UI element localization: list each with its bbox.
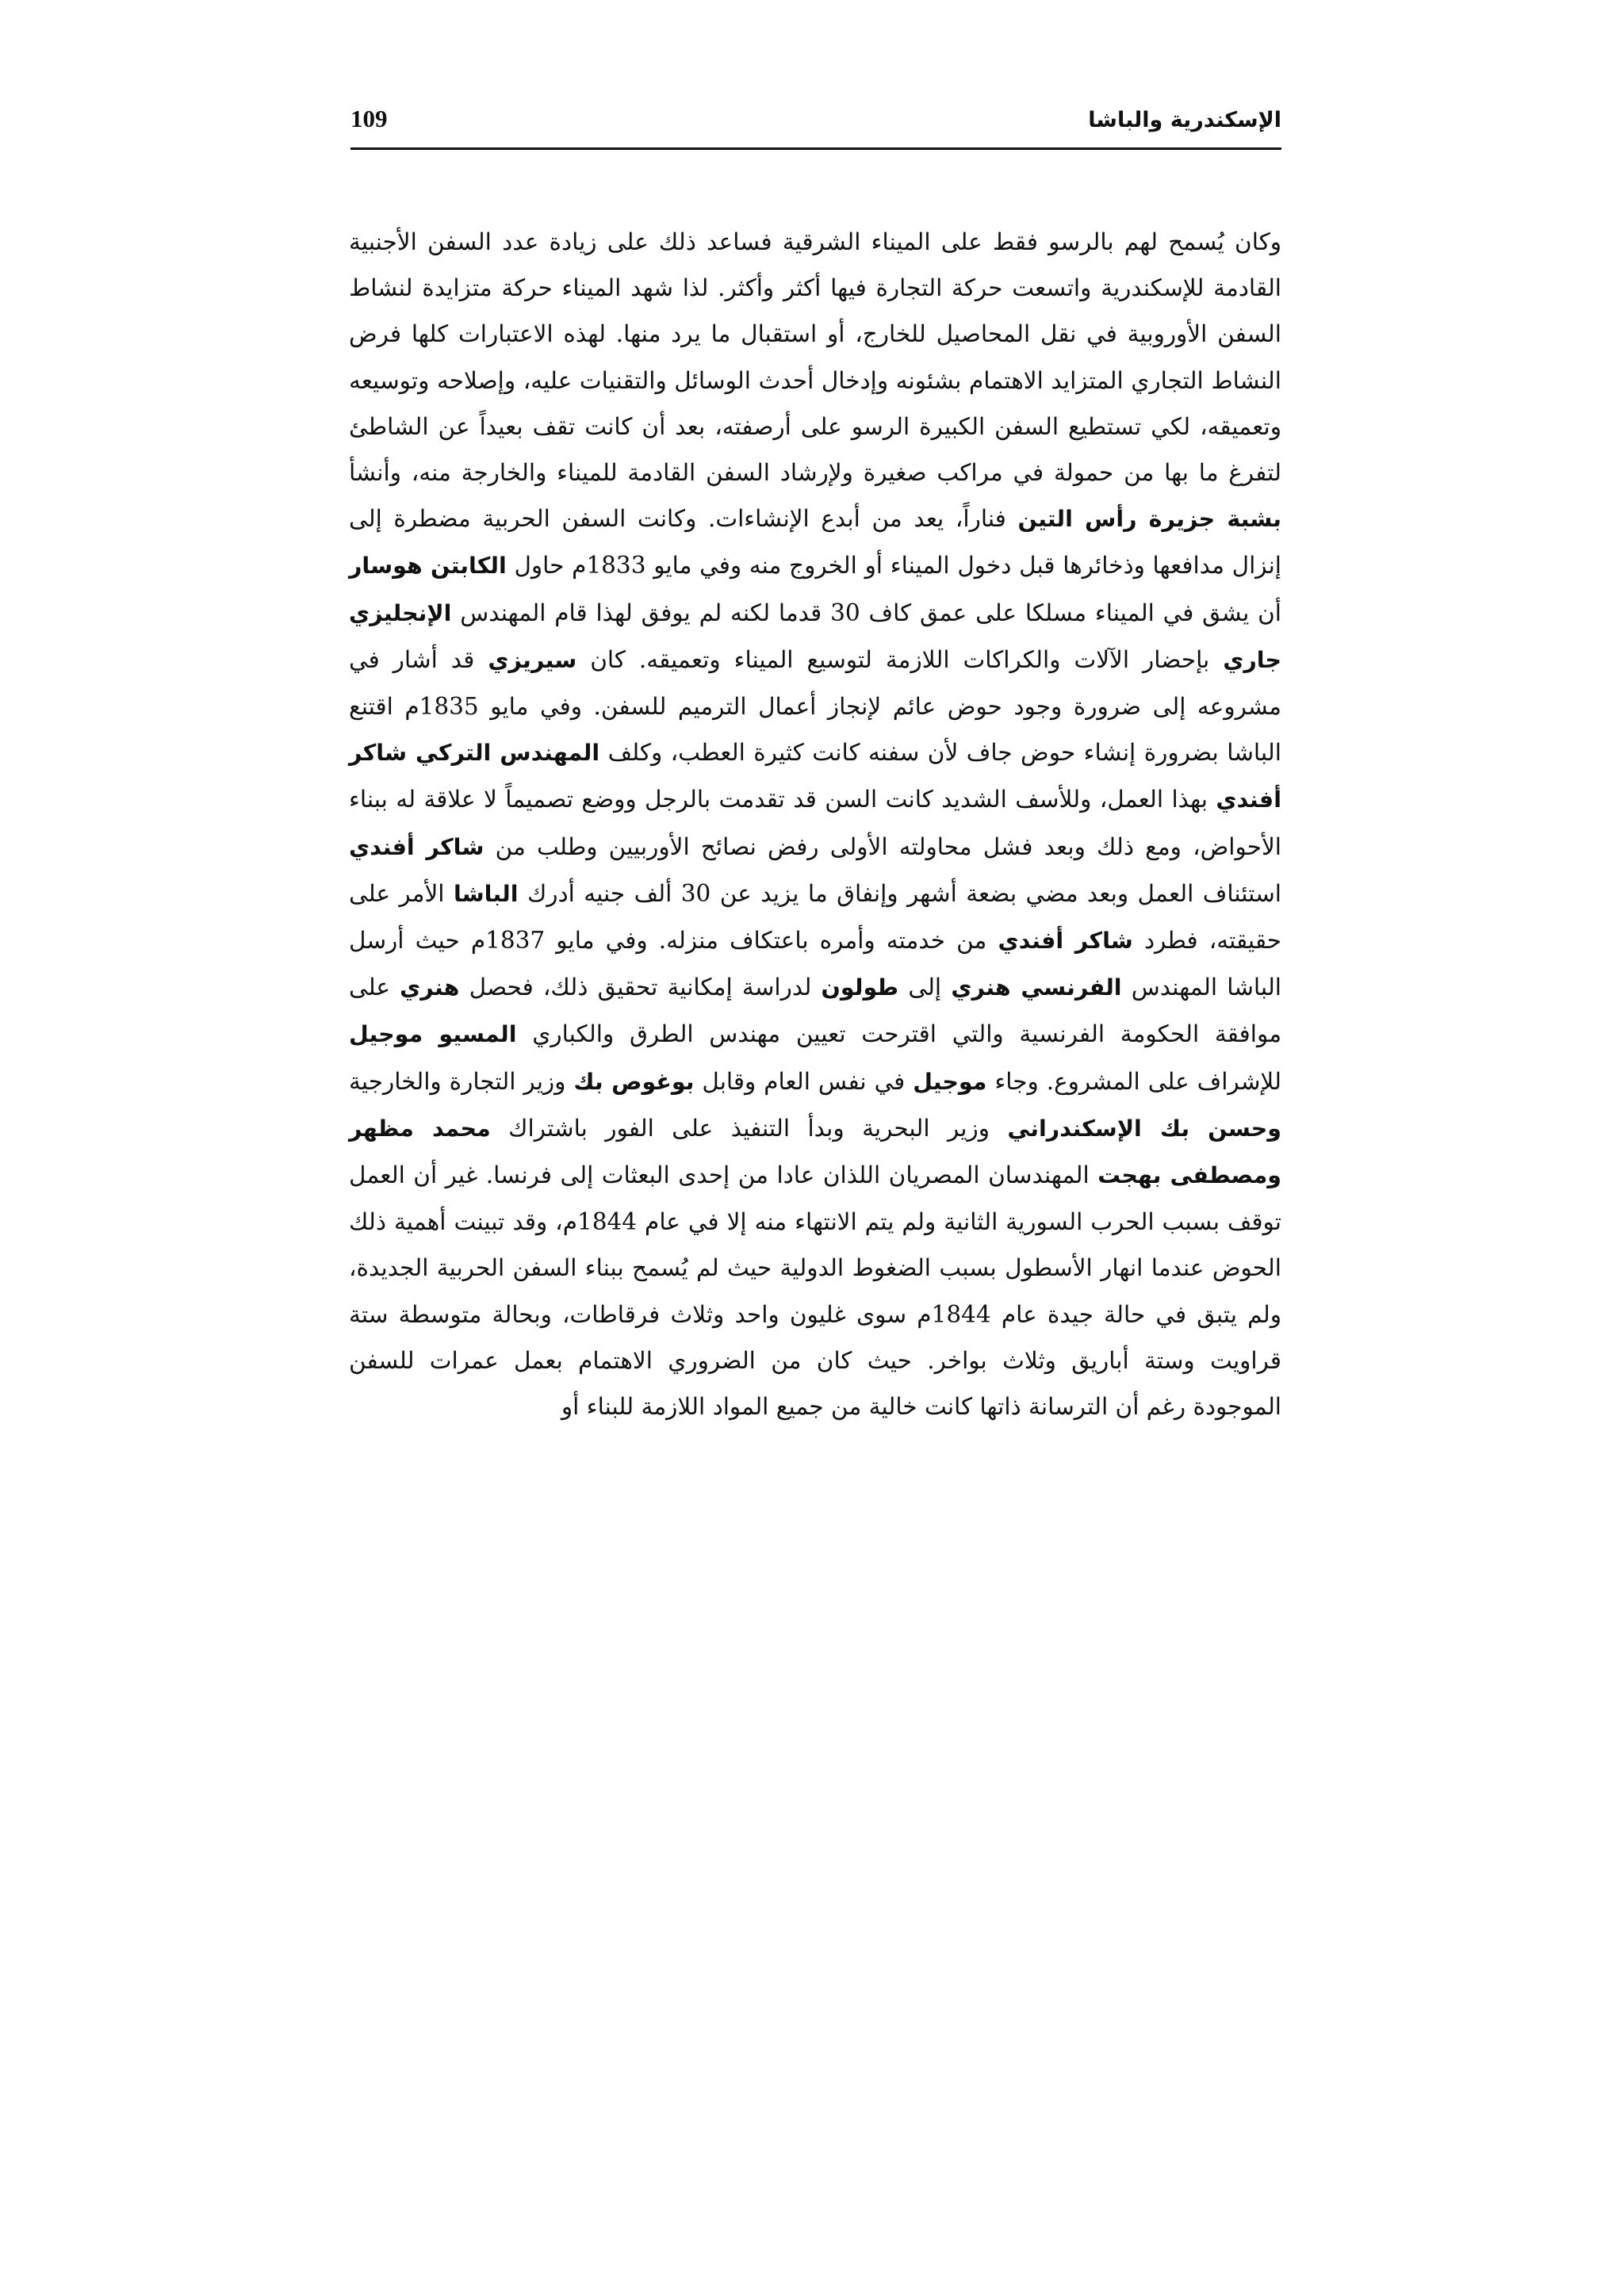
text-run: الأمر على حقيقته، فطرد [349, 879, 1281, 955]
text-run: في نفس العام وقابل [694, 1067, 914, 1095]
text-run: أن يشق في الميناء مسلكا على عمق كاف 30 قدما لكنه لم يوفق لهذا قام المهندس [451, 599, 1281, 626]
text-run: لدراسة إمكانية تحقيق ذلك، فحصل [459, 974, 822, 1001]
text-run: على موافقة الحكومة الفرنسية والتي اقترحت تعيين مهندس الطرق والكباري [349, 974, 1281, 1048]
text-run: بهذا العمل، وللأسف الشديد كانت السن قد تقدمت بالرجل ووضع تصميماً لا علاقة له ببناء الأحواض، ومع ذلك وبعد فشل محاولته الأولى رفض نصائح الأوربيين وطلب من [349, 786, 1281, 860]
bold-term: بشبة جزيرة رأس التين [1017, 506, 1281, 533]
text-run: وزير التجارة والخارجية [349, 1067, 574, 1095]
text-run: وكان يُسمح لهم بالرسو فقط على الميناء الشرقية فساعد ذلك على زيادة عدد السفن الأجنبية القادمة للإسكندرية واتسعت حركة التجارة فيها أكثر وأكثر. لذا شهد الميناء حركة متزايدة لنشاط السفن الأوروبية في نقل المحاصيل للخارج، أو استقبال ما يرد منها. لهذه الاعتبارات كلها فرض النشاط التجاري المتزايد الاهتمام بشئونه وإدخال أحدث الوسائل والتقنيات عليه، وإصلاحه وتوسيعه وتعميقه، لكي تستطيع السفن الكبيرة الرسو على أرصفته، بعد أن كانت تقف بعيداً عن الشاطئ لتفرغ ما بها من حمولة في مراكب صغيرة ولإرشاد السفن القادمة للميناء والخارجة منه، وأنشأ [349, 228, 1282, 487]
bold-term: محمد مظهر ومصطفى بهجت [349, 1115, 1281, 1189]
bold-term: الباشا [453, 880, 519, 907]
body-paragraph [349, 219, 1281, 1429]
page-number: 109 [350, 105, 388, 132]
text-run: من خدمته وأمره باعتكاف منزله. وفي مايو 1837م حيث أرسل الباشا المهندس [349, 927, 1282, 1001]
bold-term: سيريزي [488, 646, 577, 673]
bold-term: الإنجليزي جاري [349, 599, 1282, 673]
bold-term: موجيل [913, 1068, 987, 1095]
running-header [350, 103, 1281, 150]
bold-term: هنري [400, 974, 460, 1001]
running-title: الإسكندرية والباشا [1088, 108, 1281, 132]
text-run: إلى [898, 974, 952, 1001]
text-run: قد أشار في مشروعه إلى ضرورة وجود حوض عائم لإنجاز أعمال الترميم للسفن. وفي مايو 1835م اقتنع الباشا بضرورة إنشاء حوض جاف لأن سفنه كانت كثيرة العطب، وكلف [349, 645, 1281, 767]
bold-term: شاكر أفندي [349, 833, 485, 860]
text-run: فناراً، يعد من أبدع الإنشاءات. وكانت السفن الحربية مضطرة إلى إنزال مدافعها وذخائرها قبل دخول الميناء أو الخروج منه وفي مايو 1833م حاول [349, 505, 1281, 580]
bold-term: بوغوص بك [573, 1068, 695, 1095]
bold-term: المهندس التركي شاكر أفندي [349, 740, 1281, 813]
text-run: وزير البحرية وبدأ التنفيذ على الفور باشتراك [490, 1114, 1008, 1142]
bold-term: شاكر أفندي [998, 928, 1133, 955]
bold-term: وحسن بك الإسكندراني [1007, 1115, 1281, 1142]
text-run: استئناف العمل وبعد مضي بضعة أشهر وإنفاق ما يزيد عن 30 ألف جنيه أدرك [518, 879, 1281, 907]
bold-term: الفرنسي هنري [951, 974, 1122, 1001]
bold-term: الكابتن هوسار [349, 553, 507, 580]
bold-term: طولون [821, 974, 899, 1001]
text-run: المهندسان المصريان اللذان عادا من إحدى البعثات إلى فرنسا. غير أن العمل توقف بسبب الحرب السورية الثانية ولم يتم الانتهاء منه إلا في عام 1844م، وقد تبينت أهمية ذلك الحوض عندما انهار الأسطول بسبب الضغوط الدولية حيث لم يُسمح ببناء السفن الحربية الجديدة، ولم يتبق في حالة جيدة عام 1844م سوى غليون واحد وثلاث فرقاطات، وبحالة متوسطة ستة قراويت وستة أباريق وثلاث بواخر. حيث كان من الضروري الاهتمام بعمل عمرات للسفن الموجودة رغم أن الترسانة ذاتها كانت خالية من جميع المواد اللازمة للبناء أو [349, 1161, 1281, 1421]
text-run: بإحضار الآلات والكراكات اللازمة لتوسيع الميناء وتعميقه. كان [576, 645, 1224, 673]
bold-term: المسيو موجيل [349, 1021, 517, 1048]
text-run: للإشراف على المشروع. وجاء [986, 1067, 1282, 1095]
